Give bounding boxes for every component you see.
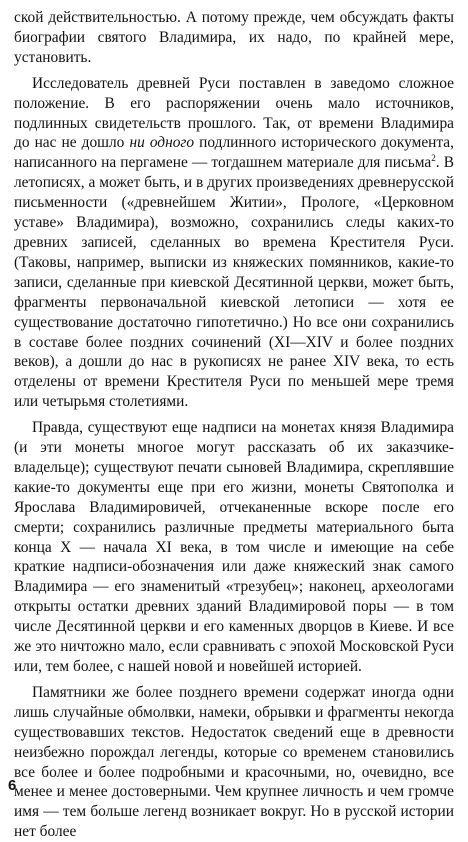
paragraph-text: Исследователь древней Руси поставлен в заведомо сложное положение. В его распоряжении очень мало источников, подлинных свидетельств прошлого. Так, от времени Владимира до нас не дошло xyxy=(14,74,454,152)
paragraph-legends: Памятники же более позднего времени содержат иногда одни лишь случайные обмолвки, намеки, обрывки и фрагменты некогда существовавших текстов. Недостаток сведений еще в древности неизбежно порождал легенды, которые со временем становились все более и более подробными и красочными, но, очевидно, все менее и менее достоверными. Чем крупнее личность и чем громче имя — тем больше легенд возникает вокруг. Но в русской истории нет более xyxy=(14,683,454,841)
body-text xyxy=(14,8,454,842)
footnote-reference[interactable]: 2 xyxy=(431,153,436,164)
paragraph-sources xyxy=(14,74,454,412)
paragraph-continuation: ской действительностью. А потому прежде, чем обсуждать факты биографии святого Владимира, их надо, по крайней мере, установить. xyxy=(14,9,454,66)
paragraph-text: . В летописях, а может быть, и в других произведениях древнерусской письменности («древнейшем Житии», Прологе, «Церковном уставе» Владимира), возможно, сохранились следы каких-то древних записей, сделанных во времена Крестителя Руси. (Таковы, например, выписки из княжеских помянников, какие-то записи, сделанные при киевской Десятинной церкви, может быть, фрагменты первоначальной киевской летописи — хотя ее существование достаточно гипотетично.) Но все они сохранились в составе более поздних сочинений (XI—XIV и более поздних веков), а дошли до нас в рукописях не ранее XIV века, то есть отделены от времени Крестителя Руси по меньшей мере тремя или четырьмя столетиями. xyxy=(14,154,454,411)
paragraph-text: подлинного исторического документа, написанного на пергамене — тогдашнем материале для письма xyxy=(14,134,454,172)
paragraph-artifacts: Правда, существуют еще надписи на монетах князя Владимира (и эти монеты многое могут рассказать об их заказчике-владельце); существуют печати сыновей Владимира, скреплявшие какие-то документы еще при его жизни, монеты Святополка и Ярослава Владимировичей, отчеканенные вскоре после его смерти; сохранились различные предметы материального быта конца X — начала XI века, в том числе и имеющие на себе краткие надписи-обозначения или даже княжеский знак самого Владимира — его знаменитый «трезубец»; наконец, археологами открыты остатки древних зданий Владимировой поры — в том числе Десятинной церкви и его каменных дворцов в Киеве. И все же это ничтожно мало, если сравнивать с эпохой Московской Руси или, тем более, с нашей новой и новейшей историей. xyxy=(14,419,454,675)
emphasis-text: ни одного xyxy=(129,134,195,152)
page-number: 6 xyxy=(8,777,17,794)
